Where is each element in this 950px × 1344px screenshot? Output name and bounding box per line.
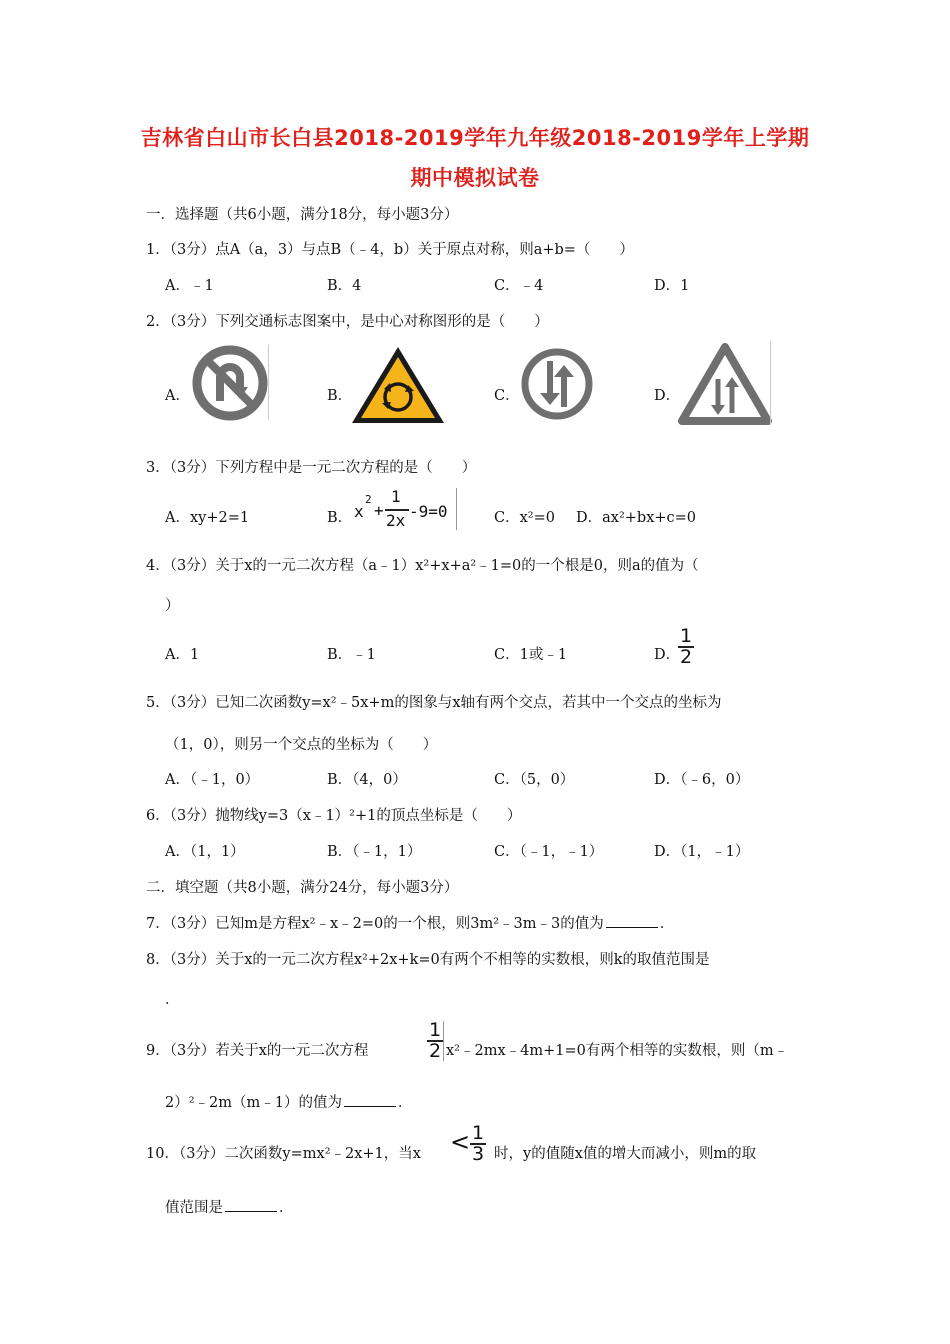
question-5-option-a: A．（﹣1，0） <box>165 772 260 788</box>
question-7-end: ． <box>659 916 675 932</box>
fraction-denominator: 2 <box>429 1040 442 1062</box>
question-5-stem-cont: （1，0），则另一个交点的坐标为（ ） <box>165 737 438 753</box>
question-3-option-c: C．x²=0 <box>494 510 555 526</box>
document-title-line1: 吉林省白山市长白县2018-2019学年九年级2018-2019学年上学期 <box>140 126 810 150</box>
question-5-option-c: C．（5，0） <box>494 772 575 788</box>
question-3-option-b-equation <box>352 488 457 530</box>
answer-blank <box>225 1197 277 1212</box>
eq-x: x <box>354 502 364 521</box>
fraction-numerator: 1 <box>472 1122 485 1144</box>
two-way-traffic-warning-sign-icon <box>678 343 772 425</box>
question-7-stem <box>146 912 674 933</box>
question-1-option-c: C．﹣4 <box>494 278 544 294</box>
question-8-stem: 8．（3分）关于x的一元二次方程x²+2x+k=0有两个不相等的实数根，则k的取值范围是 <box>146 952 710 968</box>
question-4-option-d: D． <box>654 647 681 663</box>
question-10-pre: 10．（3分）二次函数y=mx²﹣2x+1，当x <box>146 1146 421 1162</box>
question-2-option-c: C． <box>494 388 520 404</box>
no-two-way-traffic-sign-icon <box>518 345 596 423</box>
question-1-option-a: A．﹣1 <box>165 278 214 294</box>
fraction-numerator: 1 <box>429 1019 442 1041</box>
question-9-pre: 9．（3分）若关于x的一元二次方程 <box>146 1043 369 1059</box>
sign-d-border <box>770 341 771 425</box>
no-u-turn-sign-icon <box>190 343 270 423</box>
fraction-denominator: 3 <box>472 1143 485 1165</box>
answer-blank <box>606 913 658 928</box>
question-2-option-b: B． <box>327 388 353 404</box>
question-2-option-a: A． <box>165 388 190 404</box>
question-9-text: 2）²﹣2m（m﹣1）的值为 <box>165 1095 342 1111</box>
question-10-end: ． <box>279 1200 294 1216</box>
question-6-option-a: A．（1，1） <box>165 844 245 860</box>
question-4-option-a: A．1 <box>165 647 200 663</box>
question-5-option-b: B．（4，0） <box>327 772 407 788</box>
question-6-stem: 6．（3分）抛物线y=3（x﹣1）²+1的顶点坐标是（ ） <box>146 808 522 824</box>
roundabout-warning-sign-icon <box>350 345 446 425</box>
fraction-denominator: 2 <box>680 646 693 668</box>
question-1-option-b: B．4 <box>327 278 362 294</box>
question-3-option-a: A．xy+2=1 <box>165 510 250 526</box>
section-heading-choice: 一．选择题（共6小题，满分18分，每小题3分） <box>146 207 459 223</box>
eq-fraction-numerator: 1 <box>391 487 401 506</box>
question-2-stem: 2．（3分）下列交通标志图案中，是中心对称图形的是（ ） <box>146 314 549 330</box>
question-4-option-b: B．﹣1 <box>327 647 376 663</box>
answer-blank <box>344 1092 396 1107</box>
question-6-option-d: D．（1，﹣1） <box>654 844 750 860</box>
question-9-stem-cont <box>165 1091 413 1112</box>
question-10-post: 时，y的值随x值的增大而减小，则m的取 <box>494 1146 757 1162</box>
eq-fraction-denominator: 2x <box>386 511 406 530</box>
question-4-stem-end: ） <box>165 598 180 614</box>
question-5-option-d: D．（﹣6，0） <box>654 772 750 788</box>
fraction-numerator: 1 <box>680 625 693 647</box>
eq-plus: + <box>374 501 384 520</box>
question-10-less-than: < <box>450 1128 471 1156</box>
question-9-fraction <box>427 1021 444 1061</box>
question-3-option-d: D．ax²+bx+c=0 <box>576 510 697 526</box>
eq-tail: -9=0 <box>409 502 448 521</box>
question-6-option-b: B．（﹣1，1） <box>327 844 422 860</box>
question-2-option-d: D． <box>654 388 681 404</box>
question-4-stem: 4．（3分）关于x的一元二次方程（a﹣1）x²+x+a²﹣1=0的一个根是0，则a的值为（ <box>146 558 699 574</box>
question-9-end: ． <box>398 1095 413 1111</box>
question-10-stem-cont <box>165 1196 294 1217</box>
question-5-stem: 5．（3分）已知二次函数y=x²﹣5x+m的图象与x轴有两个交点，若其中一个交点的坐标为 <box>146 695 722 711</box>
question-1-stem: 1．（3分）点A（a，3）与点B（﹣4，b）关于原点对称，则a+b=（ ） <box>146 242 634 258</box>
question-3-stem: 3．（3分）下列方程中是一元二次方程的是（ ） <box>146 460 477 476</box>
question-6-option-c: C．（﹣1，﹣1） <box>494 844 604 860</box>
question-9-post: x²﹣2mx﹣4m+1=0有两个相等的实数根，则（m﹣ <box>446 1043 789 1059</box>
sign-a-border <box>268 345 269 420</box>
question-1-option-d: D．1 <box>654 278 690 294</box>
question-4-option-c: C．1或﹣1 <box>494 647 568 663</box>
question-10-fraction <box>470 1124 486 1164</box>
question-3-option-b: B． <box>327 510 353 526</box>
document-title-line2: 期中模拟试卷 <box>410 166 540 190</box>
question-10-text: 值范围是 <box>165 1200 223 1216</box>
question-8-stem-end: ． <box>165 992 180 1008</box>
question-4-option-d-fraction <box>678 627 694 667</box>
section-heading-fill: 二．填空题（共8小题，满分24分，每小题3分） <box>146 880 459 896</box>
question-7-text: 7．（3分）已知m是方程x²﹣x﹣2=0的一个根，则3m²﹣3m﹣3的值为 <box>146 916 604 932</box>
eq-x-exponent: 2 <box>365 493 372 506</box>
